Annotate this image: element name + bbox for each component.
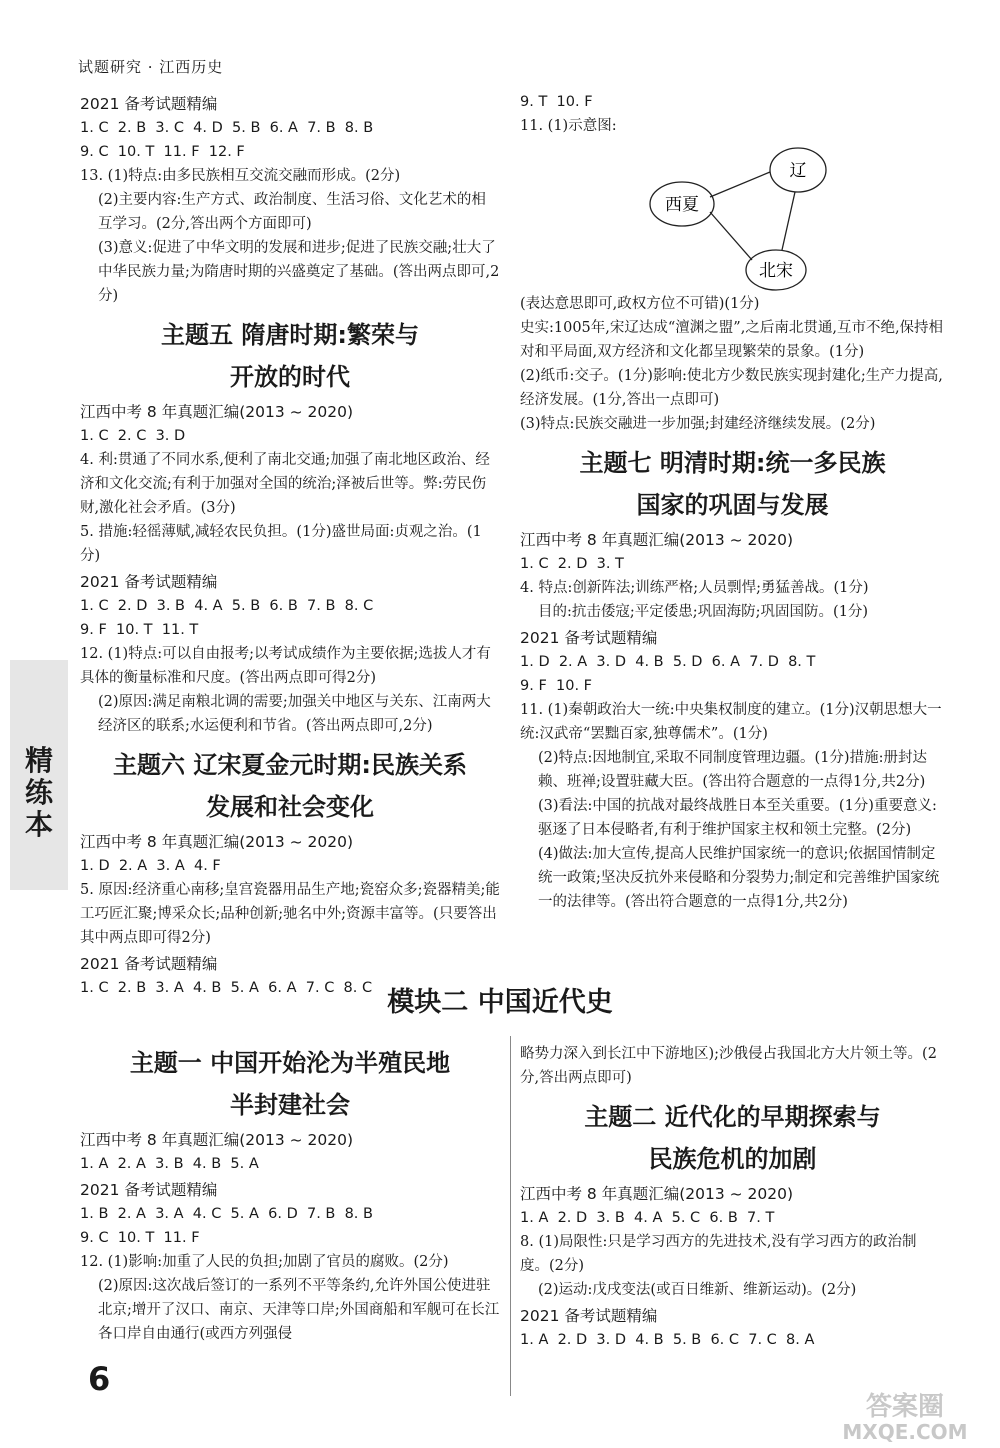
answer-text: 4. 利:贯通了不同水系,便利了南北交通;加强了南北地区政治、经济和文化交流;有利于加强对全国的统治;泽被后世等。弊:劳民伤财,激化社会矛盾。(3分): [80, 452, 490, 516]
topic-title: 主题六 辽宋夏金元时期:民族关系: [113, 751, 467, 779]
topic-title: 主题二 近代化的早期探索与: [584, 1103, 881, 1131]
module-title: 模块二 中国近代史: [387, 987, 613, 1018]
node-label-beisong: 北宋: [759, 261, 793, 281]
answer-text: 11. (1)示意图:: [520, 118, 617, 134]
left-column: [80, 90, 500, 1000]
answer-line: 1. C 2. B 3. A 4. B 5. A 6. A 7. C 8. C: [80, 980, 373, 996]
answer-text: 略势力深入到长江中下游地区);沙俄侵占我国北方大片领土等。(2分,答出两点即可): [520, 1046, 937, 1086]
answer-line: 1. A 2. D 3. D 4. B 5. B 6. C 7. C 8. A: [520, 1332, 815, 1348]
right-column: [520, 90, 945, 914]
answer-line: 1. D 2. A 3. D 4. B 5. D 6. A 7. D 8. T: [520, 654, 816, 670]
answer-text: 12. (1)特点:可以自由报考;以考试成绩作为主要依据;选拔人才有具体的衡量标准和尺度。(答出两点即可得2分): [80, 646, 491, 686]
side-tab-label: 精练本: [24, 744, 53, 841]
answer-text: 4. 特点:创新阵法;训练严格;人员剽悍;勇猛善战。(1分): [520, 580, 869, 596]
column-divider: [510, 1036, 511, 1396]
answer-line: 9. C 10. T 11. F: [80, 1230, 200, 1246]
answer-line: 1. A 2. D 3. B 4. A 5. C 6. B 7. T: [520, 1210, 775, 1226]
section-heading: 2021 备考试题精编: [80, 95, 218, 113]
answer-text: 12. (1)影响:加重了人民的负担;加剧了官员的腐败。(2分): [80, 1254, 449, 1270]
link-xixia-beisong: [710, 212, 752, 260]
answer-text: (2)特点:因地制宜,采取不同制度管理边疆。(1分)措施:册封达赖、班禅;设置驻藏大臣。(答出符合题意的一点得1分,共2分): [538, 750, 927, 790]
answer-text: (2)纸币:交子。(1分)影响:使北方少数民族实现封建化;生产力提高,经济发展。(1分,答出一点即可): [520, 368, 943, 408]
module2-left-column: [80, 1042, 500, 1346]
relations-diagram: [520, 142, 945, 292]
topic-title: 主题七 明清时期:统一多民族: [579, 449, 886, 477]
section-heading: 江西中考 8 年真题汇编(2013 ~ 2020): [520, 1185, 794, 1203]
answer-text: (2)运动:戊戌变法(或百日维新、维新运动)。(2分): [538, 1282, 857, 1298]
answer-line: 9. C 10. T 11. F 12. F: [80, 144, 245, 160]
answer-text: 13. (1)特点:由多民族相互交流交融而形成。(2分): [80, 168, 401, 184]
link-liao-beisong: [782, 192, 795, 250]
answer-line: 1. C 2. D 3. B 4. A 5. B 6. B 7. B 8. C: [80, 598, 374, 614]
section-heading: 2021 备考试题精编: [520, 1307, 658, 1325]
answer-text: (2)原因:这次战后签订的一系列不平等条约,允许外国公使进驻北京;增开了汉口、南京、天津等口岸;外国商船和军舰可在长江各口岸自由通行(或西方列强侵: [98, 1278, 500, 1342]
section-heading: 2021 备考试题精编: [80, 1181, 218, 1199]
answer-line: 1. A 2. A 3. B 4. B 5. A: [80, 1156, 259, 1172]
topic-title: 民族危机的加剧: [648, 1145, 817, 1173]
page-number: 6: [88, 1360, 111, 1398]
topic-title: 半封建社会: [230, 1091, 350, 1119]
answer-line: 1. C 2. C 3. D: [80, 428, 186, 444]
answer-line: 9. F 10. F: [520, 678, 593, 694]
answer-text: 8. (1)局限性:只是学习西方的先进技术,没有学习西方的政治制度。(2分): [520, 1234, 917, 1274]
running-head: 试题研究 · 江西历史: [78, 58, 224, 76]
node-label-xixia: 西夏: [665, 195, 699, 215]
answer-line: 9. F 10. T 11. T: [80, 622, 199, 638]
answer-line: 1. C 2. B 3. C 4. D 5. B 6. A 7. B 8. B: [80, 120, 374, 136]
answer-text: (3)意义:促进了中华文明的发展和进步;促进了民族交融;壮大了中华民族力量;为隋唐时期的兴盛奠定了基础。(答出两点即可,2分): [98, 240, 500, 304]
answer-text: (表达意思即可,政权方位不可错)(1分): [520, 296, 760, 312]
section-heading: 江西中考 8 年真题汇编(2013 ~ 2020): [520, 531, 794, 549]
topic-title: 发展和社会变化: [206, 793, 374, 821]
answer-text: (3)看法:中国的抗战对最终战胜日本至关重要。(1分)重要意义:驱逐了日本侵略者,有利于维护国家主权和领土完整。(2分): [538, 798, 937, 838]
answer-text: 5. 原因:经济重心南移;皇宫瓷器用品生产地;瓷窑众多;瓷器精美;能工巧匠汇聚;博采众长;品种创新;驰名中外;资源丰富等。(只要答出其中两点即可得2分): [80, 882, 500, 946]
answer-text: (2)原因:满足南粮北调的需要;加强关中地区与关东、江南两大经济区的联系;水运便利和节省。(答出两点即可,2分): [98, 694, 491, 734]
watermark-url: MXQE.COM: [842, 1420, 968, 1444]
section-heading: 江西中考 8 年真题汇编(2013 ~ 2020): [80, 403, 354, 421]
section-heading: 江西中考 8 年真题汇编(2013 ~ 2020): [80, 833, 354, 851]
watermark-logo: [820, 1385, 990, 1445]
link-xixia-liao: [710, 172, 770, 197]
answer-text: (2)主要内容:生产方式、政治制度、生活习俗、文化艺术的相互学习。(2分,答出两个方面即可): [98, 192, 486, 232]
topic-title: 主题一 中国开始沦为半殖民地: [129, 1049, 451, 1077]
answer-text: 史实:1005年,宋辽达成“澶渊之盟”,之后南北贯通,互市不绝,保持相对和平局面,双方经济和文化都呈现繁荣的景象。(1分): [520, 320, 944, 360]
answer-text: 5. 措施:轻徭薄赋,减轻农民负担。(1分)盛世局面:贞观之治。(1分): [80, 524, 482, 564]
answer-line: 1. B 2. A 3. A 4. C 5. A 6. D 7. B 8. B: [80, 1206, 373, 1222]
watermark-text: 答案圈: [865, 1392, 945, 1422]
section-heading: 2021 备考试题精编: [80, 955, 218, 973]
answer-text: 11. (1)秦朝政治大一统:中央集权制度的建立。(1分)汉朝思想大一统:汉武帝“罢黜百家,独尊儒术”。(1分): [520, 702, 942, 742]
section-heading: 2021 备考试题精编: [520, 629, 658, 647]
answer-text: (3)特点:民族交融进一步加强;封建经济继续发展。(2分): [520, 416, 876, 432]
topic-title: 开放的时代: [230, 363, 350, 391]
answer-line: 1. C 2. D 3. T: [520, 556, 624, 572]
topic-title: 主题五 隋唐时期:繁荣与: [161, 321, 419, 349]
answer-text: 目的:抗击倭寇;平定倭患;巩固海防;巩固国防。(1分): [538, 604, 869, 620]
answer-text: (4)做法:加大宣传,提高人民维护国家统一的意识;依据国情制定统一政策;坚决反抗外来侵略和分裂势力;制定和完善维护国家统一的法律等。(答出符合题意的一点得1分,共2分): [538, 846, 940, 910]
section-heading: 2021 备考试题精编: [80, 573, 218, 591]
module2-right-column: [520, 1042, 945, 1352]
topic-title: 国家的巩固与发展: [636, 491, 829, 519]
node-label-liao: 辽: [789, 161, 807, 181]
answer-line: 1. D 2. A 3. A 4. F: [80, 858, 221, 874]
answer-line: 9. T 10. F: [520, 94, 593, 110]
section-heading: 江西中考 8 年真题汇编(2013 ~ 2020): [80, 1131, 354, 1149]
